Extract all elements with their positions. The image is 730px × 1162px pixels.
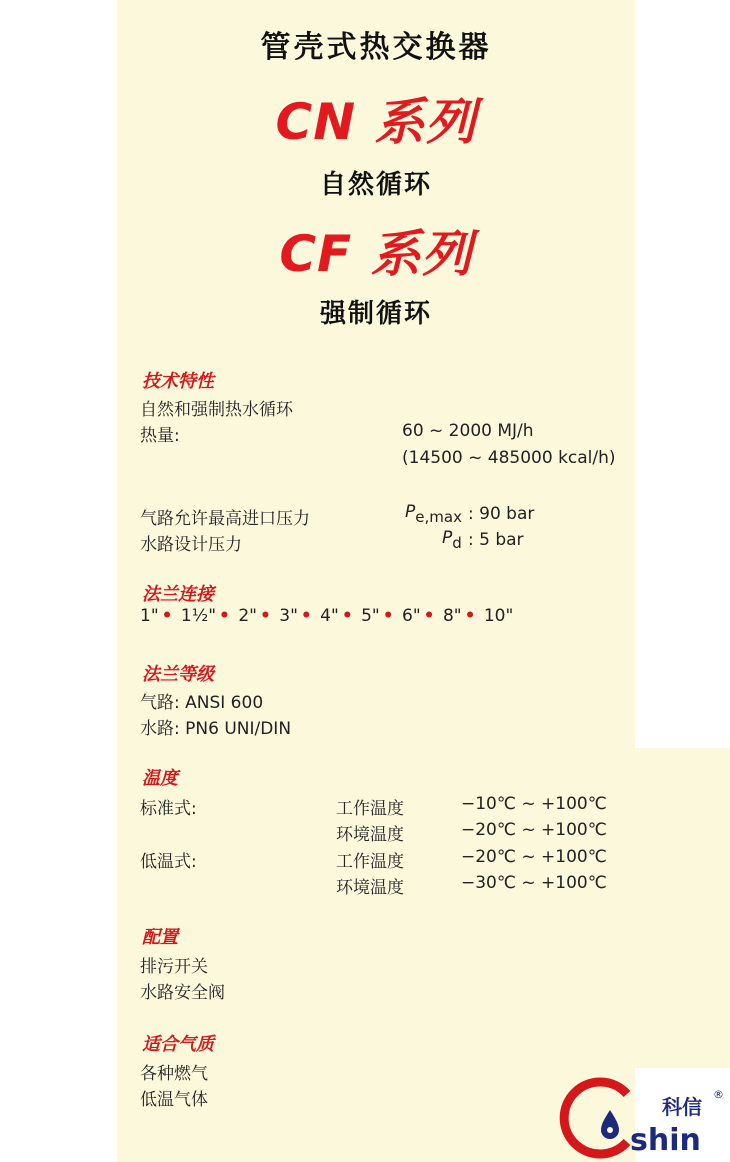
temp-range: −20℃ ~ +100℃: [461, 847, 607, 867]
section-title-flange: 法兰连接: [142, 584, 214, 605]
flange-size: 1½": [180, 606, 217, 626]
panel-extension: [635, 748, 730, 1068]
series-cn-title: CN 系列: [275, 93, 477, 151]
flange-size: 10": [483, 606, 514, 626]
config-item: 水路安全阀: [140, 983, 225, 1003]
heat-value-kcal: (14500 ~ 485000 kcal/h): [402, 448, 616, 468]
section-title-gas-types: 适合气质: [142, 1034, 214, 1055]
series-cn-subtitle: 自然循环: [319, 170, 432, 200]
config-item: 排污开关: [140, 957, 208, 977]
flange-size: 4": [320, 606, 339, 626]
flange-size: 6": [402, 606, 421, 626]
temp-range: −20℃ ~ +100℃: [461, 820, 607, 840]
section-title-temperature: 温度: [142, 768, 178, 789]
flange-size: 1": [140, 606, 159, 626]
gas-pressure-symbol: Pe,max: [405, 502, 462, 526]
series-cf-title: CF 系列: [279, 225, 473, 283]
section-title-tech: 技术特性: [142, 371, 214, 392]
series-cf-subtitle: 强制循环: [319, 299, 432, 329]
logo-arc: [564, 1082, 627, 1154]
gas-type-item: 低温气体: [140, 1090, 208, 1110]
temp-standard-label: 标准式:: [140, 799, 197, 819]
section-title-rating: 法兰等级: [142, 664, 214, 685]
temp-range: −30℃ ~ +100℃: [461, 873, 607, 893]
heat-value: 60 ~ 2000 MJ/h: [402, 421, 534, 441]
temp-kind: 工作温度: [336, 852, 404, 872]
logo-cn-text: 科信: [662, 1095, 702, 1119]
logo-en-text: shin: [630, 1123, 701, 1158]
rating-gas: 气路: ANSI 600: [140, 693, 264, 713]
tech-circulation: 自然和强制热水循环: [140, 400, 293, 420]
heat-label: 热量:: [140, 426, 180, 446]
gas-pressure-label: 气路允许最高进口压力: [140, 509, 310, 529]
water-pressure-symbol: Pd: [442, 528, 462, 552]
logo-registered-mark: ®: [713, 1088, 724, 1101]
logo-drop: [601, 1110, 619, 1139]
rating-water: 水路: PN6 UNI/DIN: [140, 719, 292, 739]
temp-kind: 环境温度: [336, 878, 404, 898]
temp-kind: 环境温度: [336, 825, 404, 845]
logo-drop-dot: [607, 1127, 613, 1133]
water-pressure-label: 水路设计压力: [140, 535, 242, 555]
temp-low-label: 低温式:: [140, 852, 197, 872]
flange-sizes: 1" • 1½" • 2" • 3" • 4" • 5" • 6" • 8" • 10": [140, 606, 514, 626]
flange-size: 8": [442, 606, 462, 626]
gas-pressure-value: : 90 bar: [468, 504, 535, 524]
temp-range: −10℃ ~ +100℃: [461, 794, 607, 814]
page-title: 管壳式热交换器: [260, 30, 492, 65]
flange-size: 5": [361, 606, 380, 626]
temp-kind: 工作温度: [336, 799, 404, 819]
flange-size: 2": [238, 606, 257, 626]
water-pressure-value: : 5 bar: [468, 530, 524, 550]
flange-size: 3": [279, 606, 298, 626]
company-logo: [572, 1078, 722, 1158]
section-title-config: 配置: [142, 927, 178, 948]
gas-type-item: 各种燃气: [140, 1064, 208, 1084]
